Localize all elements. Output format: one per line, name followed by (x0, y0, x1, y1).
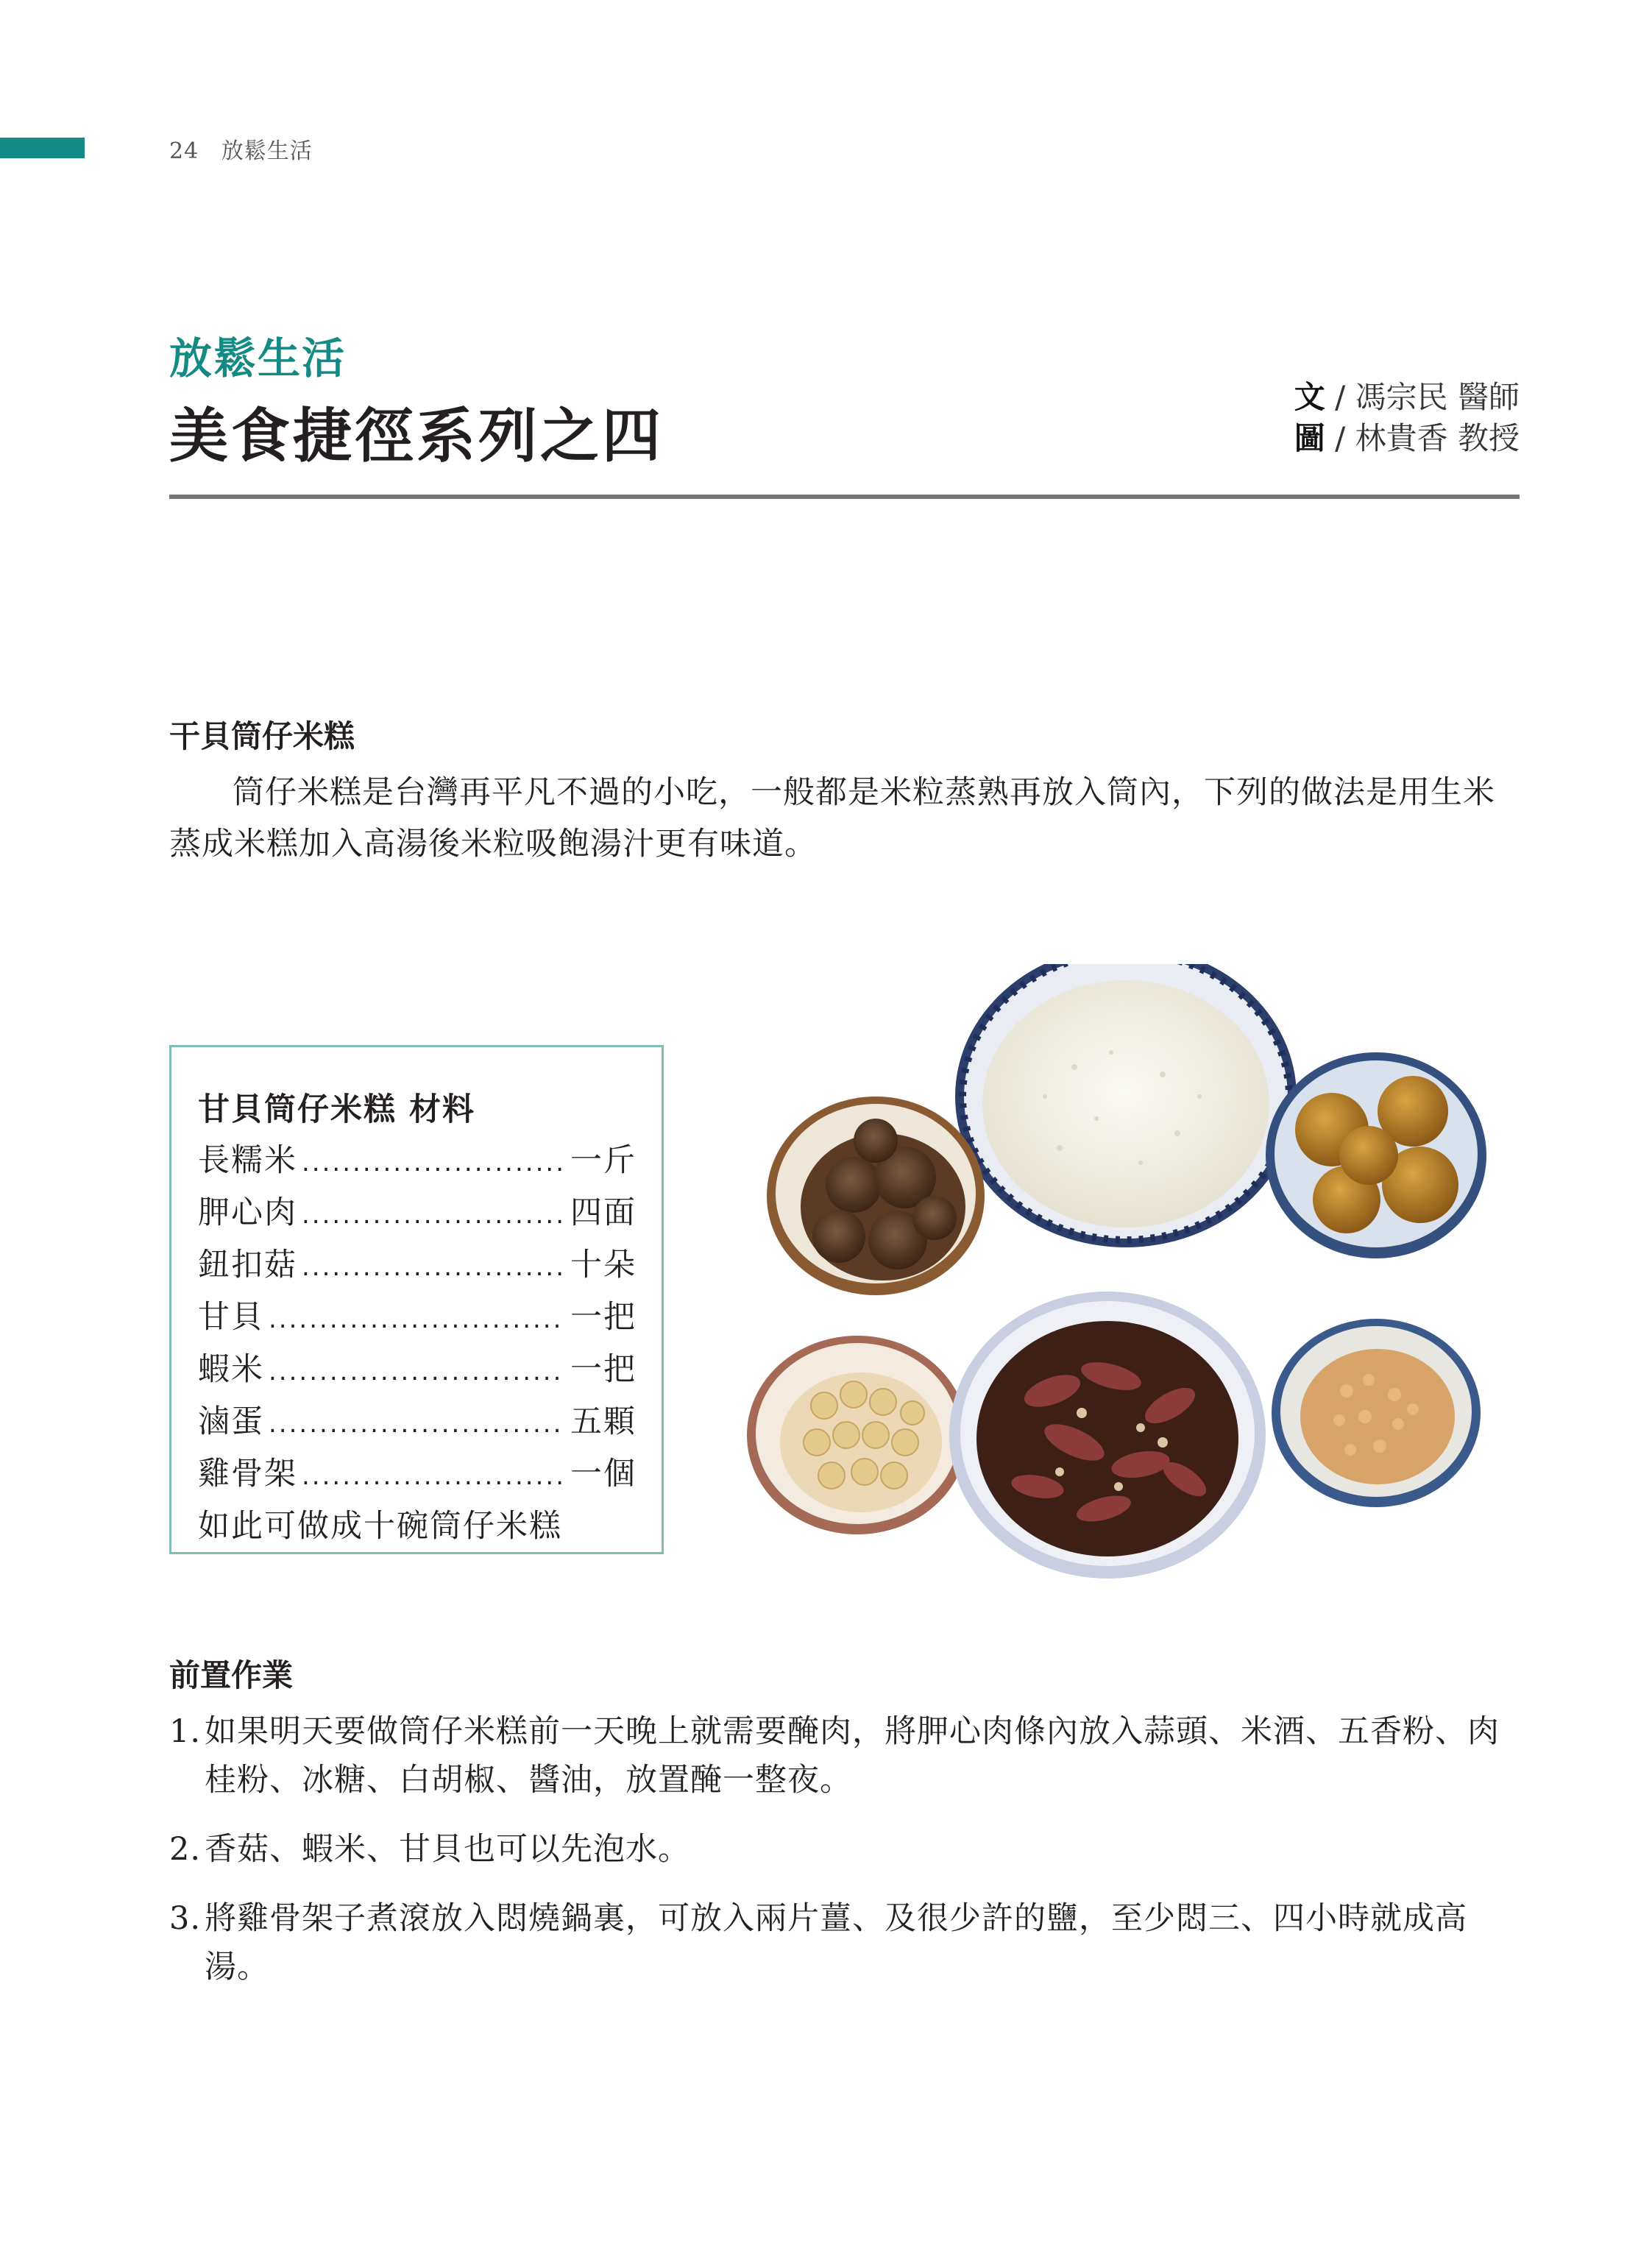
header-accent-bar (0, 138, 85, 158)
running-head-section: 放鬆生活 (221, 138, 313, 164)
ingredient-qty: 四面 (570, 1194, 637, 1231)
step-text: 將雞骨架子煮滾放入悶燒鍋裏，可放入兩片薑、及很少許的鹽，至少悶三、四小時就成高湯。 (205, 1900, 1467, 1986)
shrimp-bowl-icon (1272, 1319, 1481, 1507)
recipe-heading: 干貝筒仔米糕 (169, 718, 355, 754)
ingredient-name: 蝦米 (198, 1351, 264, 1388)
ingredient-row (198, 1345, 637, 1397)
credit-name: / 林貴香 教授 (1335, 420, 1520, 456)
ingredients-title: 甘貝筒仔米糕 材料 (198, 1091, 475, 1128)
credit-role: 文 (1294, 379, 1325, 415)
ingredient-qty: 一把 (570, 1299, 637, 1336)
preparation-heading: 前置作業 (169, 1657, 294, 1693)
ingredients-note: 如此可做成十碗筒仔米糕 (198, 1508, 562, 1545)
ingredients-box (169, 1045, 664, 1554)
running-head (169, 132, 313, 165)
step-text: 如果明天要做筒仔米糕前一天晚上就需要醃肉，將胛心肉條內放入蒜頭、米酒、五香粉、肉桂粉、冰糖、白胡椒、醬油，放置醃一整夜。 (205, 1713, 1500, 1799)
ingredient-name: 滷蛋 (198, 1403, 264, 1440)
ingredient-row (198, 1449, 637, 1501)
ingredient-row (198, 1136, 637, 1188)
ingredient-name: 長糯米 (198, 1142, 297, 1179)
step-number: 1. (169, 1713, 202, 1750)
ingredient-row (198, 1292, 637, 1345)
step-text: 香菇、蝦米、甘貝也可以先泡水。 (205, 1831, 690, 1868)
ingredient-qty: 五顆 (570, 1403, 637, 1440)
section-label: 放鬆生活 (169, 333, 347, 383)
page-number: 24 (169, 138, 199, 164)
scallop-bowl-icon (747, 1336, 968, 1534)
ingredient-name: 雞骨架 (198, 1456, 297, 1492)
mushroom-bowl-icon (767, 1097, 985, 1295)
article-title: 美食捷徑系列之四 (169, 402, 664, 470)
credit-role: 圖 (1294, 420, 1325, 456)
ingredient-qty: 一把 (570, 1351, 637, 1388)
ingredient-name: 胛心肉 (198, 1194, 297, 1231)
credit-name: / 馮宗民 醫師 (1335, 379, 1520, 415)
credit-illustrator (1294, 418, 1520, 459)
ingredient-qty: 一斤 (570, 1142, 637, 1179)
ingredient-row (198, 1240, 637, 1292)
ingredient-qty: 十朵 (570, 1247, 637, 1283)
ingredient-qty: 一個 (570, 1456, 637, 1492)
ingredients-photo (728, 964, 1509, 1582)
pork-bowl-icon (949, 1292, 1266, 1579)
ingredient-row (198, 1188, 637, 1240)
step-number: 3. (169, 1900, 202, 1937)
rice-bowl-icon (955, 964, 1297, 1247)
ingredient-row (198, 1397, 637, 1449)
preparation-steps (169, 1707, 1520, 2012)
step-item (169, 1825, 1520, 1874)
step-item (169, 1707, 1520, 1804)
ingredient-name: 甘貝 (198, 1299, 264, 1336)
recipe-intro: 筒仔米糕是台灣再平凡不過的小吃，一般都是米粒蒸熟再放入筒內，下列的做法是用生米蒸成米糕加入高湯後米粒吸飽湯汁更有味道。 (169, 774, 1495, 862)
title-divider (169, 495, 1520, 499)
ingredient-name: 鈕扣菇 (198, 1247, 297, 1283)
egg-bowl-icon (1266, 1052, 1486, 1258)
step-number: 2. (169, 1831, 202, 1868)
credit-writer (1294, 377, 1520, 418)
author-credits (1294, 377, 1520, 459)
step-item (169, 1894, 1520, 1991)
